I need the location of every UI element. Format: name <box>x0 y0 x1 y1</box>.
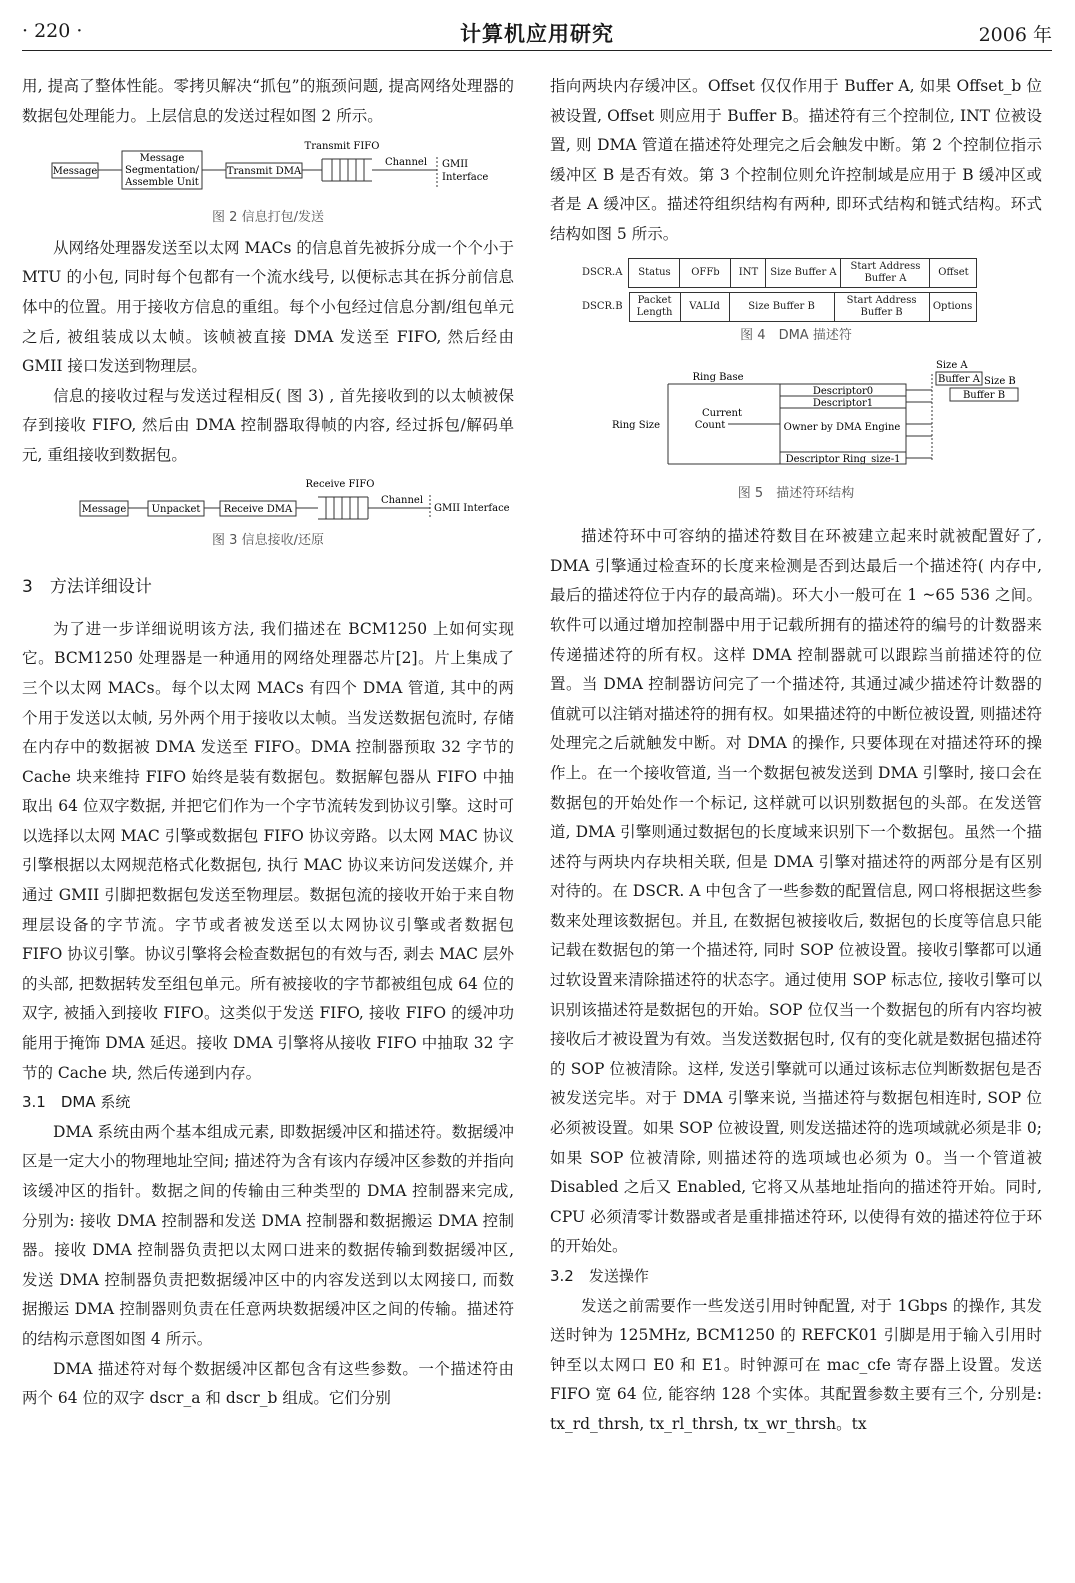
year: 2006 年 <box>978 24 1052 46</box>
fig5-size-b: Size B <box>984 375 1016 387</box>
figure-3-caption: 图 3 信息接收/还原 <box>212 533 324 549</box>
paragraph: 指向两块内存缓冲区。Offset 仅仅作用于 Buffer A, 如果 Offset_b 位被设置, Offset 则应用于 Buffer B。描述符有三个控制位, INT 位被设置, 则 DMA 管道在描述符处理完之后会触发中断。第 2 个控制位指示缓冲区 B 是否有效。第 3 个控制位则允许控制域是应用于 B 缓冲区或者是 A 缓冲区。描述符组织结构有两种, 即环式结构和链式结构。环式结构如图 5 所示。 <box>550 77 1042 243</box>
journal-title: 计算机应用研究 <box>460 21 614 46</box>
fig5-descriptor-last: Descriptor Ring_size-1 <box>785 453 901 465</box>
dscr-b-cell: Start Address Buffer B <box>834 292 929 321</box>
paragraph: 从网络处理器发送至以太网 MACs 的信息首先被拆分成一个个小于 MTU 的小包, 同时每个包都有一个流水线号, 以便标志其在拆分前信息体中的位置。用于接收方信息的重组。每个小包经过信息分割/组包单元之后, 被组装成以太帧。该帧被直接 DMA 发送至 FIFO, 然后经由 GMII 接口发送到物理层。 <box>22 238 514 376</box>
paragraph: 用, 提高了整体性能。零拷贝解决“抓包”的瓶颈问题, 提高网络处理器的数据包处理能力。上层信息的发送过程如图 2 所示。 <box>22 77 514 125</box>
dscr-a-cell: INT <box>731 258 766 287</box>
dscr-a-label: DSCR.A <box>582 266 623 278</box>
page-number: · 220 · <box>22 20 83 42</box>
dscr-a-cell: Offset <box>930 258 977 287</box>
fig5-size-a: Size A <box>936 359 968 371</box>
paragraph: 信息的接收过程与发送过程相反( 图 3) , 首先接收到的以太帧被保存到接收 FIFO, 然后由 DMA 控制器取得帧的内容, 经过拆包/解码单元, 重组接收到数据包。 <box>22 386 514 464</box>
figure-3 <box>22 475 514 552</box>
fig5-descriptor0: Descriptor0 <box>812 385 874 397</box>
fig2-seg-line3: Assemble Unit <box>125 177 199 189</box>
dscr-a-cell: Size Buffer A <box>766 258 841 287</box>
fig2-seg-line1: Message <box>139 153 185 165</box>
figure-5 <box>550 356 1042 505</box>
figure-2-diagram <box>22 135 514 197</box>
fig3-dma: Receive DMA <box>223 503 293 515</box>
fig5-ring-size: Ring Size <box>612 419 660 431</box>
paragraph: DMA 描述符对每个数据缓冲区都包含有这些参数。一个描述符由两个 64 位的双字 dscr_a 和 dscr_b 组成。它们分别 <box>22 1359 514 1408</box>
fig2-seg-line2: Segmentation/ <box>124 165 200 177</box>
dscr-b-cell: Packet Length <box>629 292 680 321</box>
fig2-dma: Transmit DMA <box>226 166 302 178</box>
fig5-count: Count <box>694 419 726 431</box>
fig5-descriptor1: Descriptor1 <box>812 397 874 409</box>
paragraph: DMA 系统由两个基本组成元素, 即数据缓冲区和描述符。数据缓冲区是一定大小的物理地址空间; 描述符为含有该内存缓冲区参数的并指向该缓冲区的指针。数据之间的传输由三种类型的 DMA 控制器来完成, 分别为: 接收 DMA 控制器和发送 DMA 控制器和数据搬运 DMA 控制器。接收 DMA 控制器负责把以太网口进来的数据传输到数据缓冲区, 发送 DMA 控制器负责把数据缓冲区中的内容发送到以太网接口, 而数据搬运 DMA 控制器则负责在任意两块数据缓冲区之间的传输。描述符的结构示意图如图 4 所示。 <box>22 1122 514 1348</box>
fig5-buffer-b: Buffer B <box>962 389 1006 401</box>
figure-5-diagram <box>550 356 1042 474</box>
fig5-owner: Owner by DMA Engine <box>783 421 901 433</box>
fig3-fifo: Receive FIFO <box>305 478 375 490</box>
fig2-interface: Interface <box>442 172 489 184</box>
figure-3-diagram <box>22 475 514 521</box>
right-column <box>550 72 1042 1440</box>
fig2-fifo-block <box>322 159 372 181</box>
fig2-channel: Channel <box>384 157 428 169</box>
figure-4-caption: 图 4 DMA 描述符 <box>740 327 852 343</box>
subsection-heading: 3.2 发送操作 <box>550 1267 649 1285</box>
fig5-ring-base: Ring Base <box>692 371 744 383</box>
dscr-b-label: DSCR.B <box>582 300 623 312</box>
fig3-gmii: GMII Interface <box>434 502 510 514</box>
figure-5-caption: 图 5 描述符环结构 <box>737 486 855 502</box>
figure-4 <box>550 258 1042 346</box>
figure-2 <box>22 135 514 228</box>
dscr-b-cell: Size Buffer B <box>729 292 834 321</box>
running-header <box>22 18 1052 48</box>
header-rule <box>22 50 1052 51</box>
subsection-heading: 3.1 DMA 系统 <box>22 1093 131 1112</box>
fig3-unpack: Unpacket <box>151 503 201 515</box>
fig2-gmii: GMII <box>442 159 469 171</box>
dscr-a-cell: OFFb <box>680 258 731 287</box>
fig2-fifo: Transmit FIFO <box>304 141 380 153</box>
figure-2-caption: 图 2 信息打包/发送 <box>212 209 324 225</box>
dscr-table-b <box>580 292 977 322</box>
fig3-message: Message <box>81 503 127 515</box>
fig3-channel: Channel <box>380 494 424 506</box>
paragraph: 描述符环中可容纳的描述符数目在环被建立起来时就被配置好了, DMA 引擎通过检查环的长度来检测是否到达最后一个描述符( 内存中, 最后的描述符位于内存的最高端)。环大小一般可在 1 ~65 536 之间。软件可以通过增加控制器中用于记载所拥有的描述符的编号的计数器来传递描述符的所有权。这样 DMA 控制器就可以跟踪当前描述符的位置。当 DMA 控制器访问完了一个描述符, 其通过减少描述符计数器的值就可以注销对描述符的拥有权。如果描述符的中断位被设置, 则描述符处理完之后就触发中断。对 DMA 的操作, 只要体现在对描述符环的操作上。在一个接收管道, 当一个数据包被发送到 DMA 引擎时, 接口会在数据包的开始处作一个标记, 这样就可以识别数据包的头部。在发送管道, DMA 引擎则通过数据包的长度域来识别下一个数据包。虽然一个描述符与两块内存块相关联, 但是 DMA 引擎对描述符的两部分是有区别对待的。在 DSCR. A 中包含了一些参数的配置信息, 网口将根据这些参数来处理该数据包。并且, 在数据包被接收后, 数据包的长度等信息只能记载在数据包的第一个描述符, 同时 SOP 位被设置。接收引擎都可以通过软设置来清除描述符的状态字。通过使用 SOP 标志位, 接收引擎可以识别该描述符是数据包的开始。SOP 位仅当一个数据包的所有内容均被接收后才被设置为有效。当发送数据包时, 仅有的变化就是数据包描述符的 SOP 位被清除。这样, 发送引擎就可以通过该标志位判断数据包是否被发送完毕。对于 DMA 引擎来说, 当描述符与数据包相连时, SOP 位必须被设置。如果 SOP 位被设置, 则发送描述符的选项域就必须是非 0; 如果 SOP 位被清除, 则描述符的选项域也必须为 0。当一个管道被 Disabled 之后又 Enabled, 它将又从基地址指向的描述符开始。同时, CPU 必须清零计数器或者是重排描述符环, 以使得有效的描述符位于环的开始处。 <box>550 527 1042 1256</box>
fig3-fifo-block <box>318 497 368 519</box>
fig5-current: Current <box>701 407 743 419</box>
dscr-table-a <box>580 258 977 288</box>
dscr-a-cell: Start Address Buffer A <box>841 258 930 287</box>
section-heading: 3 方法详细设计 <box>22 577 152 598</box>
dscr-a-cell: Status <box>629 258 680 287</box>
left-column <box>22 72 514 1414</box>
fig2-message: Message <box>52 166 98 178</box>
paragraph: 发送之前需要作一些发送引用时钟配置, 对于 1Gbps 的操作, 其发送时钟为 125MHz, BCM1250 的 REFCK01 引脚是用于输入引用时钟至以太网口 E0 和 E1。时钟源可在 mac_cfe 寄存器上设置。发送 FIFO 宽 64 位, 能容纳 128 个实体。其配置参数主要有三个, 分别是: tx_rd_thrsh, tx_rl_thrsh, tx_wr_thrsh。tx <box>550 1296 1042 1433</box>
dscr-b-cell: VALId <box>680 292 729 321</box>
dscr-b-cell: Options <box>929 292 976 321</box>
paragraph: 为了进一步详细说明该方法, 我们描述在 BCM1250 上如何实现它。BCM1250 处理器是一种通用的网络处理器芯片[2]。片上集成了三个以太网 MACs。每个以太网 MACs 有四个 DMA 管道, 其中的两个用于发送以太帧, 另外两个用于接收以太帧。当发送数据包流时, 存储在内存中的数据被 DMA 发送至 FIFO。DMA 控制器预取 32 字节的 Cache 块来维持 FIFO 始终是装有数据包。数据解包器从 FIFO 中抽取出 64 位双字数据, 并把它们作为一个字节流转发到协议引擎。这时可以选择以太网 MAC 引擎或数据包 FIFO 协议旁路。以太网 MAC 协议引擎根据以太网规范格式化数据包, 执行 MAC 协议来访问发送媒介, 并通过 GMII 引脚把数据包发送至物理层。数据包流的接收开始于来自物理层设备的字节流。字节或者被发送至以太网协议引擎或者数据包 FIFO 协议引擎。协议引擎将会检查数据包的有效与否, 剥去 MAC 层外的头部, 把数据转发至组包单元。所有被接收的字节都被组包成 64 位的双字, 被插入到接收 FIFO。这类似于发送 FIFO, 接收 FIFO 的缓冲功能用于掩饰 DMA 延迟。接收 DMA 引擎将从接收 FIFO 中抽取 32 字节的 Cache 块, 然后传递到内存。 <box>22 619 514 1082</box>
fig5-buffer-a: Buffer A <box>938 373 980 385</box>
